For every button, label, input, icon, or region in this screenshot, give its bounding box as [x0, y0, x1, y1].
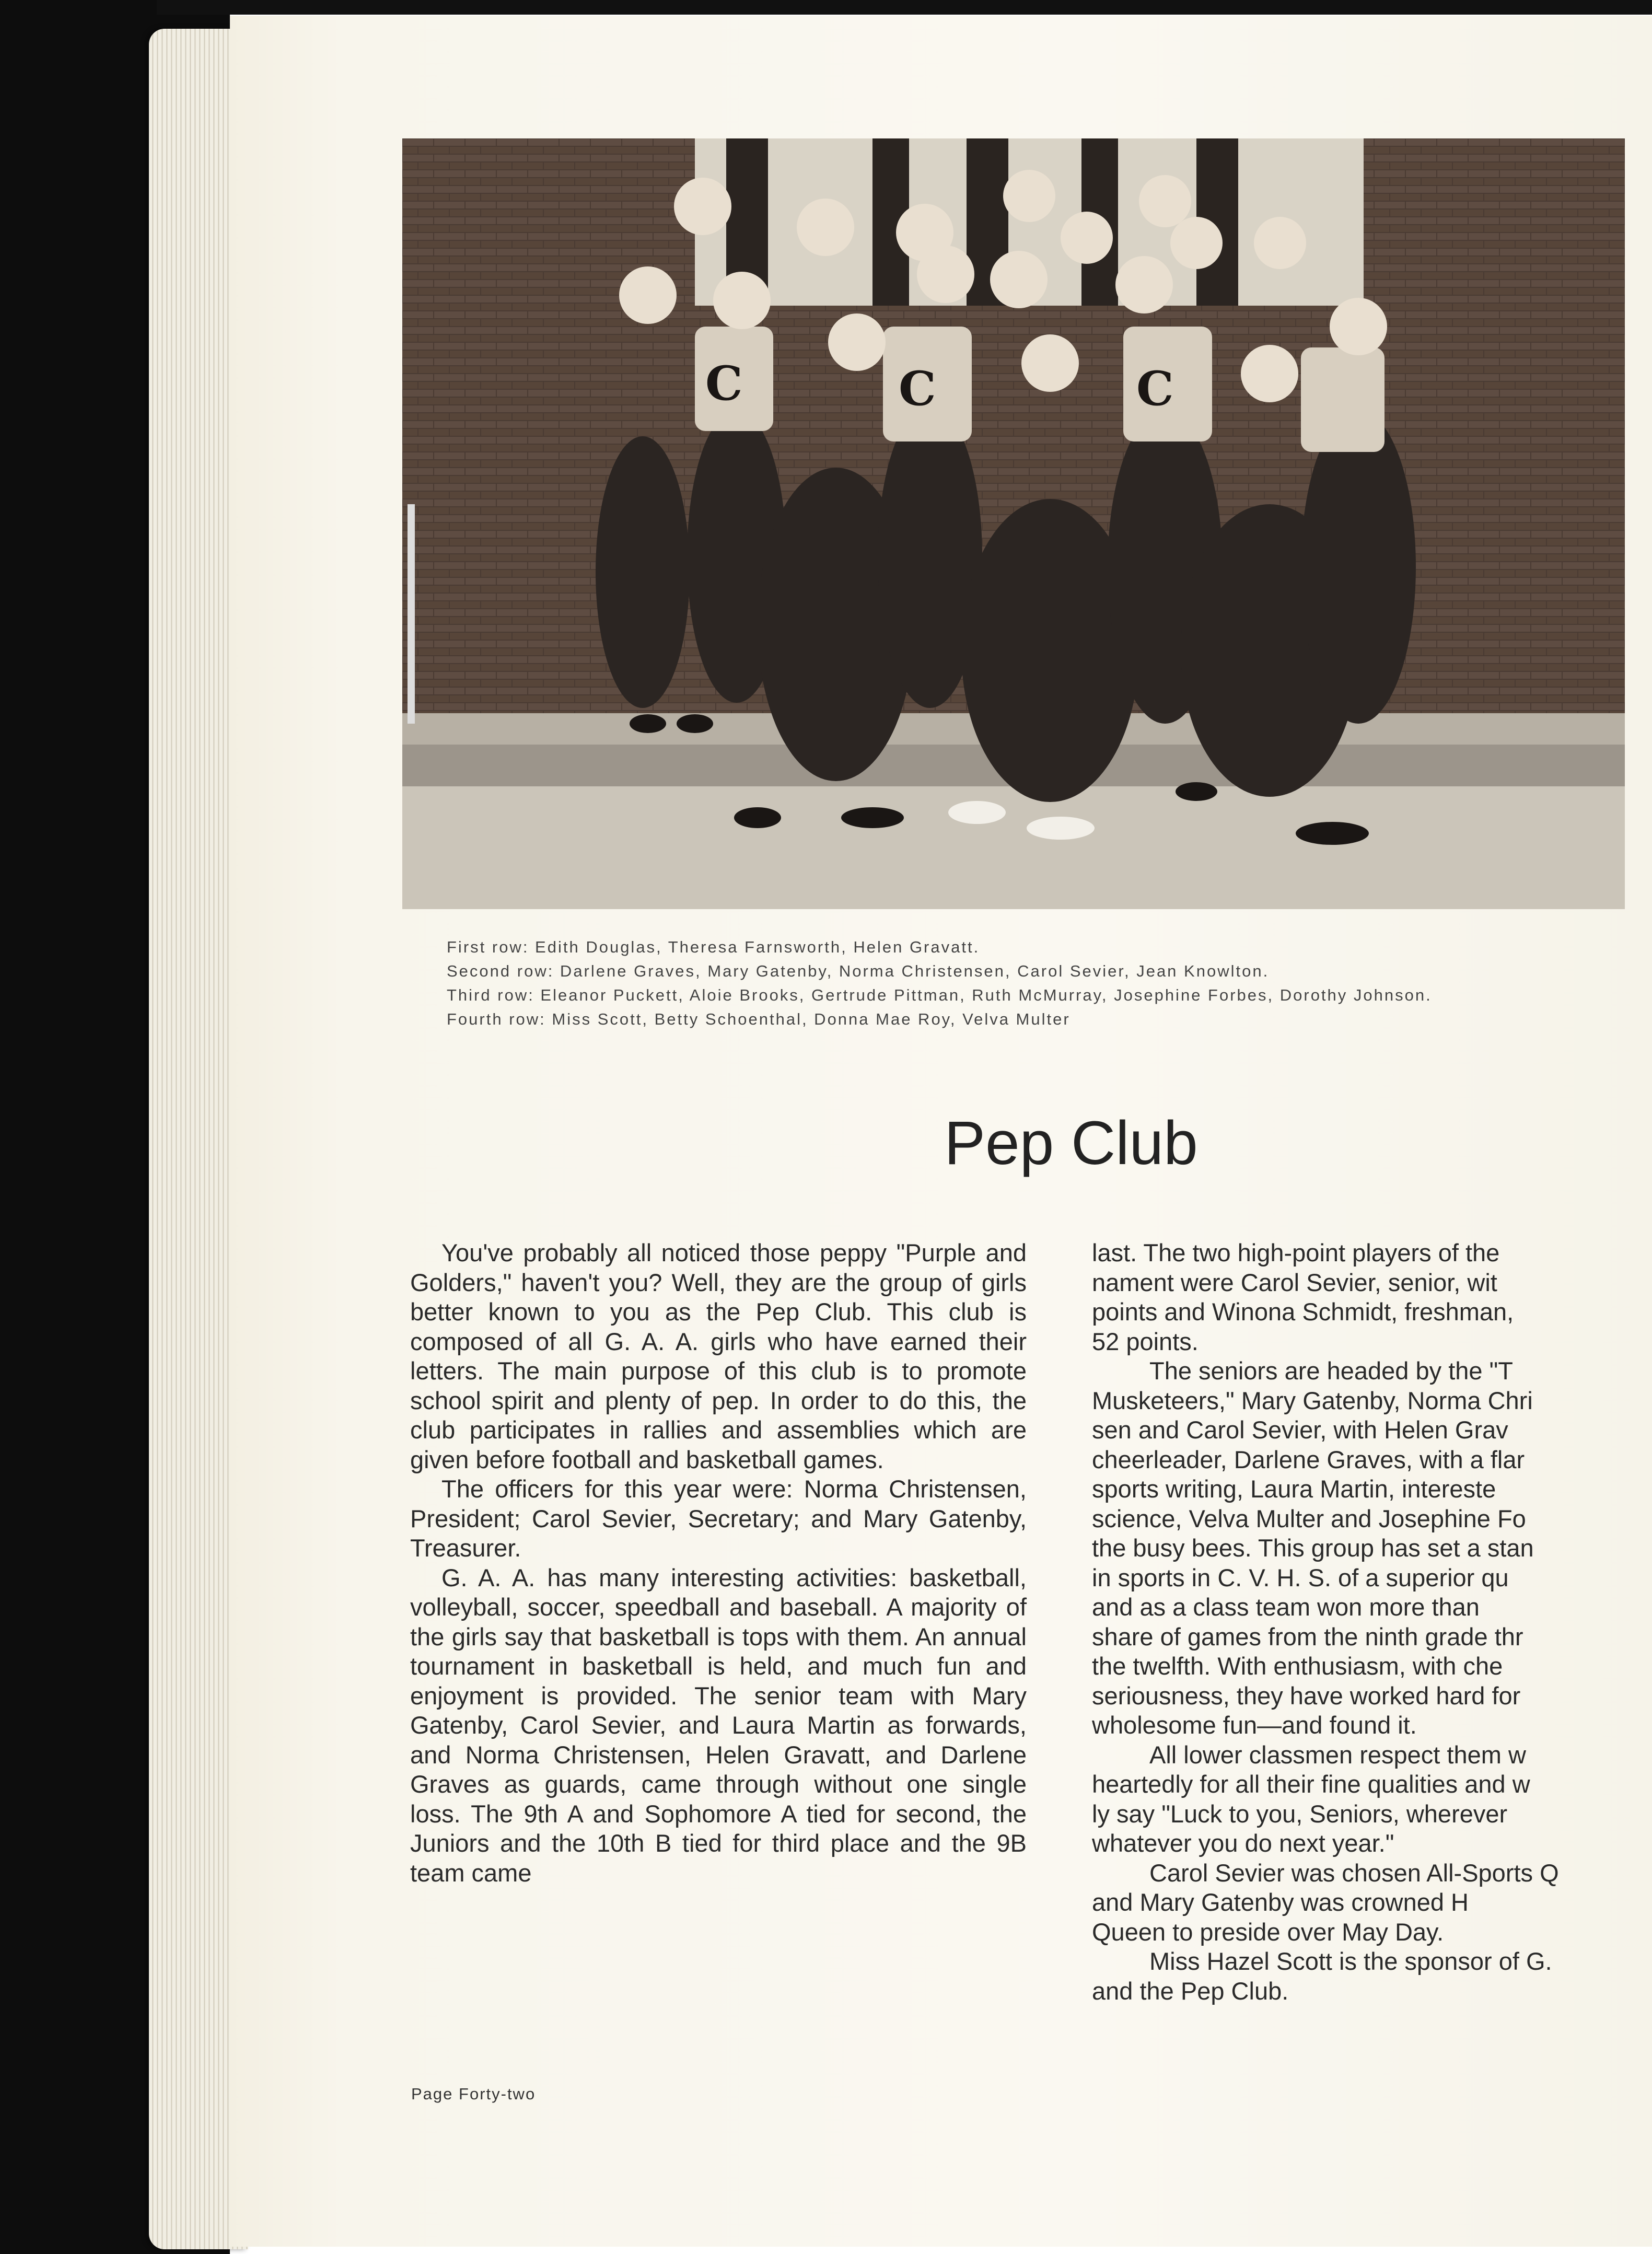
text-line: in sports in C. V. H. S. of a superior qu	[1092, 1563, 1509, 1591]
text-line: science, Velva Multer and Josephine Fo	[1092, 1504, 1526, 1532]
group-photo-image	[402, 138, 1625, 909]
paragraph: The officers for this year were: Norma Christensen, President; Carol Sevier, Secretary; and Mary Gatenby, Treasurer.	[410, 1475, 1027, 1562]
page-number: Page Forty-two	[411, 2085, 536, 2103]
text-line: seriousness, they have worked hard for	[1092, 1681, 1521, 1710]
text-line: and as a class team won more than	[1092, 1593, 1480, 1621]
svg-text:C: C	[705, 356, 743, 411]
text-line: All lower classmen respect them w	[1149, 1740, 1526, 1769]
text-line: points and Winona Schmidt, freshman,	[1092, 1298, 1514, 1326]
text-line: whatever you do next year."	[1092, 1829, 1394, 1857]
text-line: The seniors are headed by the "T	[1149, 1357, 1513, 1385]
article-left-column	[410, 1238, 1027, 1888]
text-line: cheerleader, Darlene Graves, with a flar	[1092, 1445, 1525, 1473]
text-line: the twelfth. With enthusiasm, with che	[1092, 1652, 1503, 1680]
text-line: and Mary Gatenby was crowned H	[1092, 1888, 1469, 1916]
caption-row-fourth: Fourth row: Miss Scott, Betty Schoenthal, Donna Mae Roy, Velva Multer	[447, 1010, 1071, 1028]
text-line: 52 points.	[1092, 1327, 1199, 1355]
text-line: sports writing, Laura Martin, intereste	[1092, 1475, 1496, 1503]
caption-row-second: Second row: Darlene Graves, Mary Gatenby, Norma Christensen, Carol Sevier, Jean Knowlton.	[447, 962, 1270, 980]
text-line: nament were Carol Sevier, senior, wit	[1092, 1268, 1497, 1296]
text-line: heartedly for all their fine qualities and w	[1092, 1770, 1530, 1798]
text-line: Musketeers," Mary Gatenby, Norma Chri	[1092, 1386, 1533, 1414]
text-line: wholesome fun—and found it.	[1092, 1711, 1417, 1739]
svg-text:C: C	[899, 361, 936, 416]
text-line: share of games from the ninth grade thr	[1092, 1622, 1523, 1651]
text-line: Queen to preside over May Day.	[1092, 1918, 1444, 1946]
text-line: Miss Hazel Scott is the sponsor of G.	[1149, 1947, 1552, 1975]
paragraph: You've probably all noticed those peppy "Purple and Golders," haven't you? Well, they are the group of girls better known to you as the Pep Club. This club is composed of all G. A. A. girls who have earned their letters. The main purpose of this club is to promote school spirit and plenty of pep. In order to do this, the club participates in rallies and assemblies which are given before football and basketball games.	[410, 1239, 1027, 1473]
group-photo	[402, 138, 1625, 909]
photo-caption	[447, 935, 1596, 1031]
article-right-column	[1092, 1238, 1646, 2006]
text-line: last. The two high-point players of the	[1092, 1239, 1500, 1267]
scanner-top-edge	[157, 0, 1652, 15]
caption-row-first: First row: Edith Douglas, Theresa Farnsworth, Helen Gravatt.	[447, 938, 980, 956]
page-title: Pep Club	[944, 1109, 1198, 1178]
text-line: the busy bees. This group has set a stan	[1092, 1534, 1534, 1562]
svg-text:C: C	[1136, 361, 1174, 416]
text-line: and the Pep Club.	[1092, 1977, 1289, 2005]
text-line: Carol Sevier was chosen All-Sports Q	[1149, 1858, 1559, 1887]
paragraph: G. A. A. has many interesting activities: basketball, volleyball, soccer, speedball and baseball. A majority of the girls say that basketball is tops with them. An annual tournament in basketball is held, and much fun and enjoyment is provided. The senior team with Mary Gatenby, Carol Sevier, and Laura Martin as forwards, and Norma Christensen, Helen Gravatt, and Darlene Graves as guards, came through without one single loss. The 9th A and Sophomore A tied for second, the Juniors and the 10th B tied for third place and the 9B team came	[410, 1563, 1027, 1887]
caption-row-third: Third row: Eleanor Puckett, Aloie Brooks, Gertrude Pittman, Ruth McMurray, Josephine Forbes, Dorothy Johnson.	[447, 986, 1432, 1004]
text-line: sen and Carol Sevier, with Helen Grav	[1092, 1416, 1508, 1444]
text-line: ly say "Luck to you, Seniors, wherever	[1092, 1799, 1508, 1828]
